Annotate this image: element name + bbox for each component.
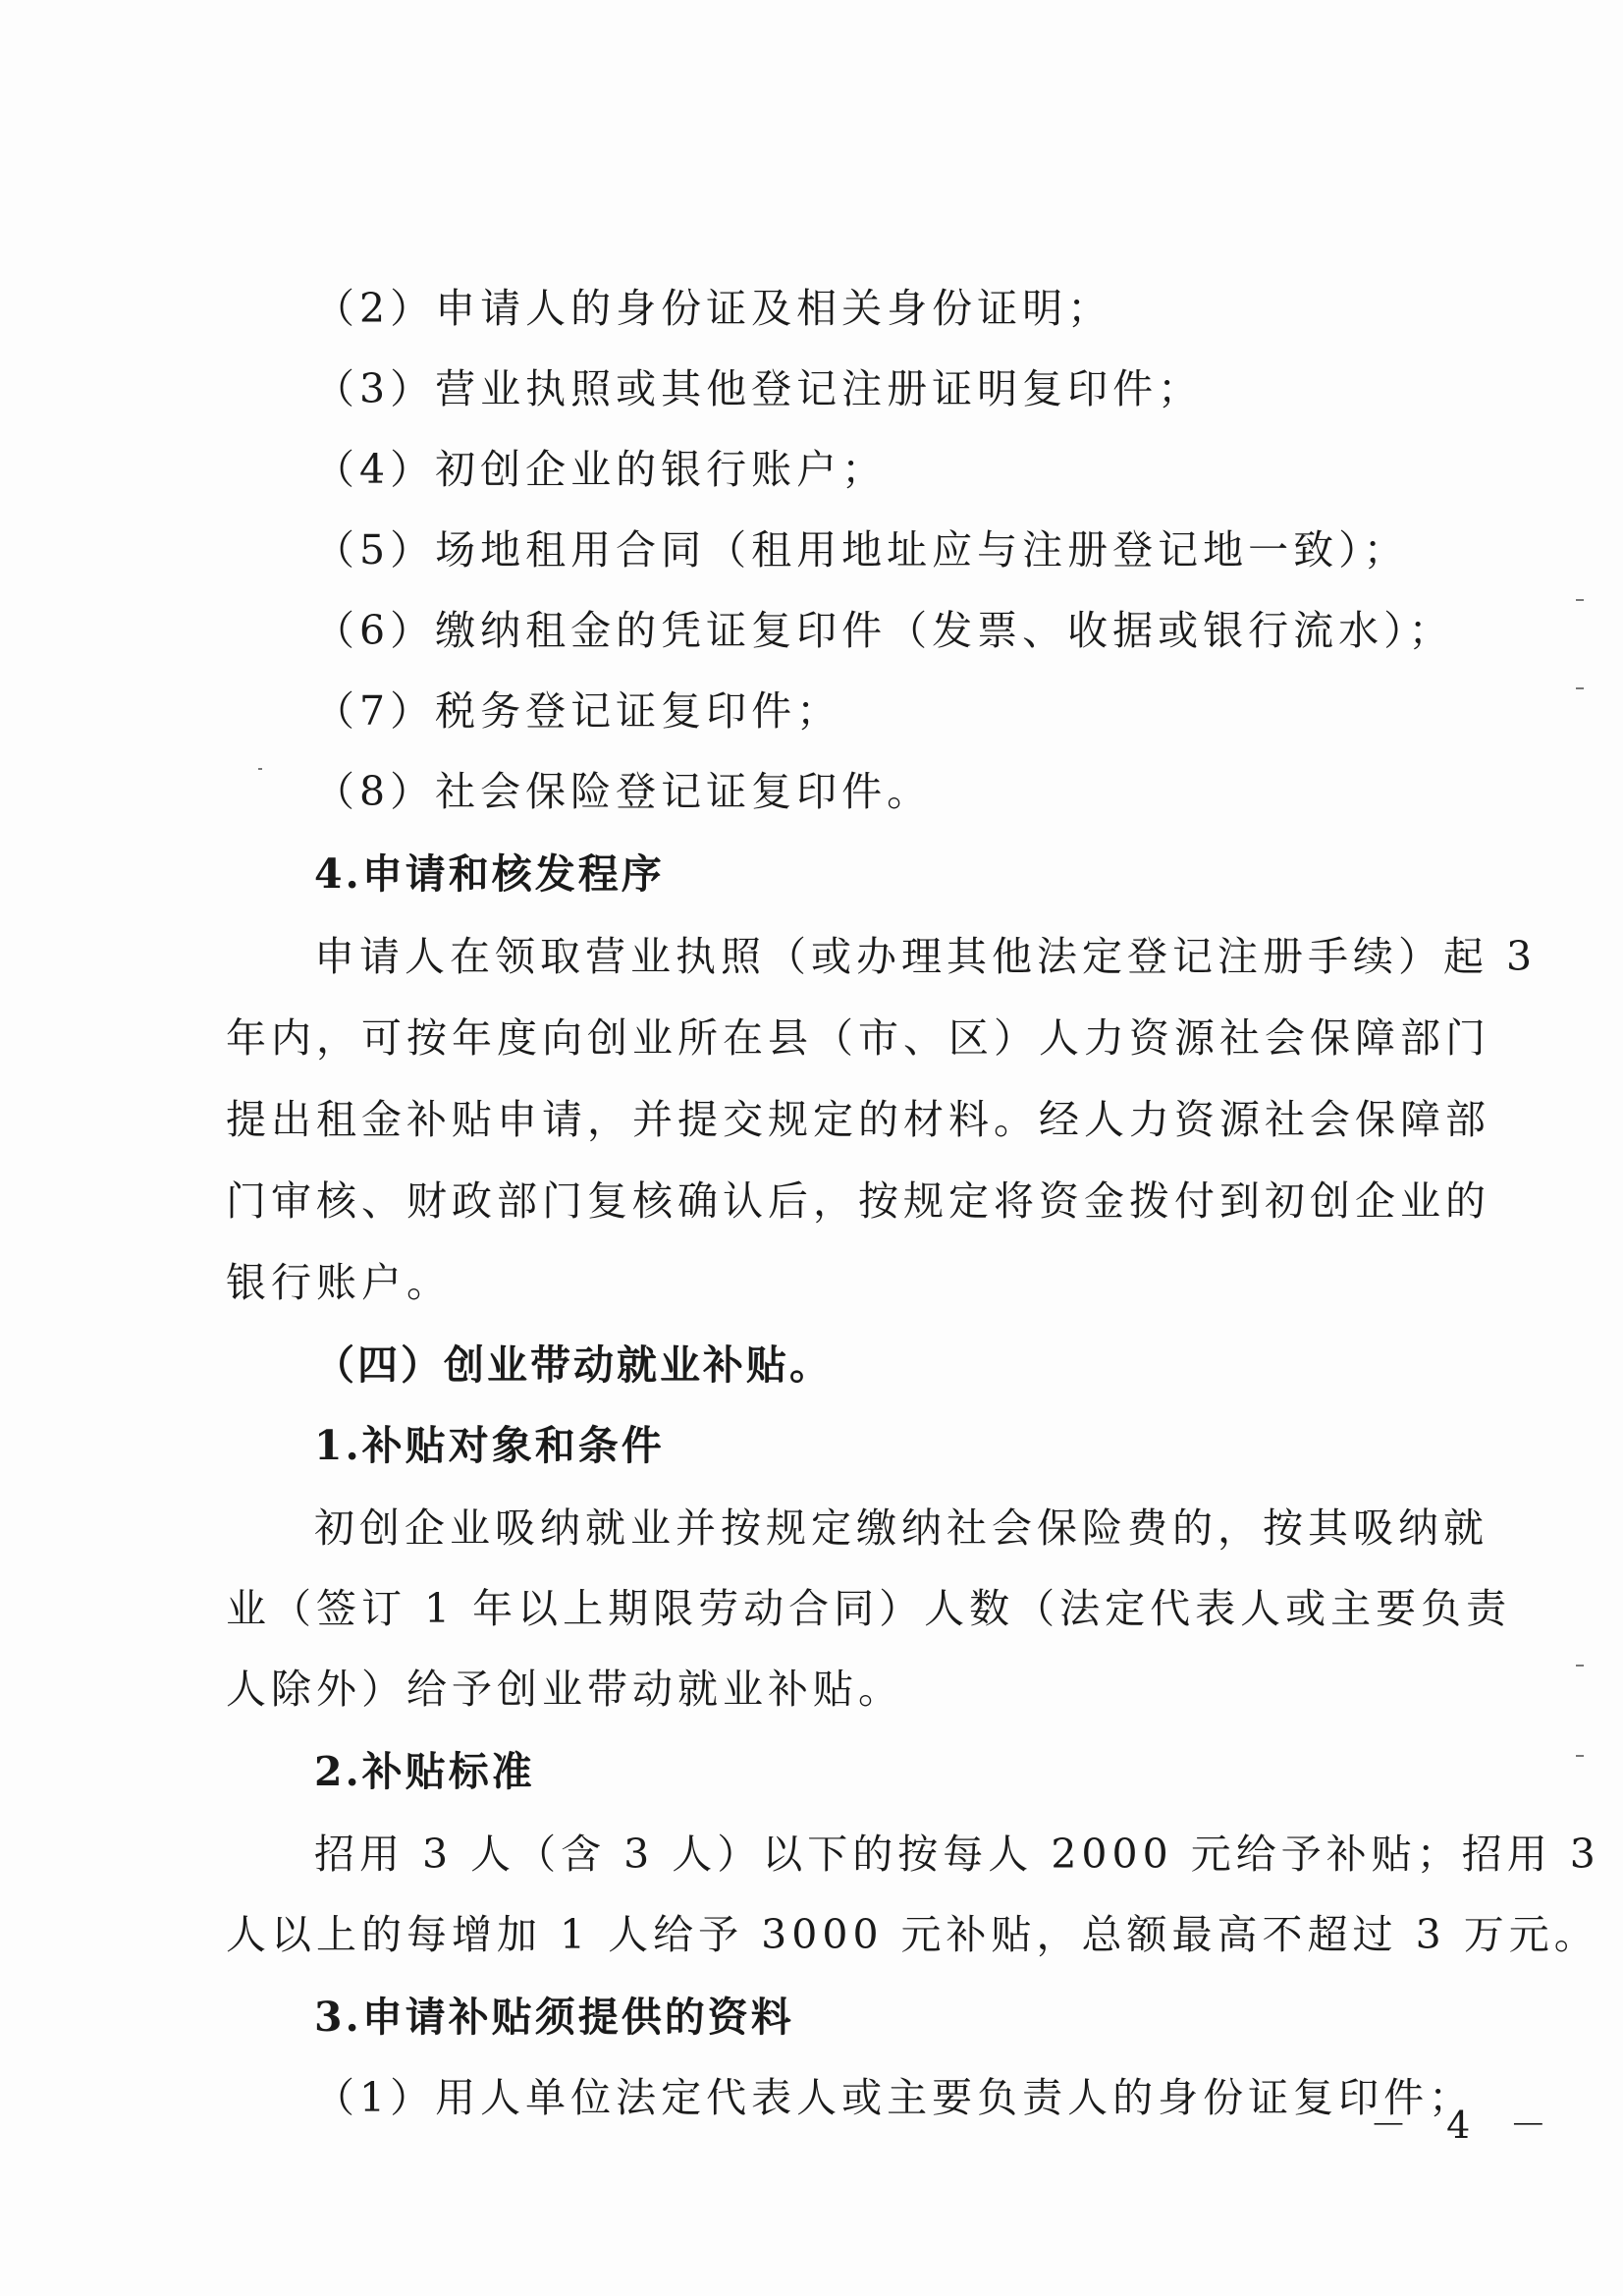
paragraph-line: 业（签订 1 年以上期限劳动合同）人数（法定代表人或主要负责: [226, 1585, 1512, 1632]
paragraph-line: 年内，可按年度向创业所在县（市、区）人力资源社会保障部门: [226, 1014, 1490, 1062]
paragraph-line: 人除外）给予创业带动就业补贴。: [226, 1666, 903, 1713]
paragraph-line: 门审核、财政部门复核确认后，按规定将资金拨付到初创企业的: [226, 1177, 1490, 1225]
page-number: － 4 －: [1370, 2104, 1561, 2147]
scan-mark: [1576, 599, 1584, 601]
section-heading-subsidy: （四）创业带动就业补贴。: [314, 1341, 833, 1389]
scan-mark: [1576, 1755, 1584, 1757]
paragraph-line: 人以上的每增加 1 人给予 3000 元补贴，总额最高不超过 3 万元。: [226, 1911, 1599, 1958]
list-item-7: （7）税务登记证复印件；: [314, 687, 842, 735]
paragraph-line: 申请人在领取营业执照（或办理其他法定登记注册手续）起 3: [314, 933, 1538, 980]
list-item-1: （1）用人单位法定代表人或主要负责人的身份证复印件；: [314, 2074, 1475, 2121]
list-item-2: （2）申请人的身份证及相关身份证明；: [314, 285, 1113, 332]
subsection-heading-target: 1.补贴对象和条件: [314, 1422, 665, 1469]
scan-mark: [258, 768, 262, 770]
scan-mark: [1576, 1665, 1584, 1667]
paragraph-line: 初创企业吸纳就业并按规定缴纳社会保险费的，按其吸纳就: [314, 1504, 1488, 1552]
list-item-4: （4）初创企业的银行账户；: [314, 446, 888, 493]
paragraph-line: 银行账户。: [226, 1259, 452, 1306]
scan-mark: [1576, 687, 1584, 689]
paragraph-line: 招用 3 人（含 3 人）以下的按每人 2000 元给予补贴；招用 3: [314, 1831, 1600, 1878]
list-item-5: （5）场地租用合同（租用地址应与注册登记地一致）；: [314, 526, 1409, 574]
subsection-heading-materials: 3.申请补贴须提供的资料: [314, 1994, 794, 2041]
subsection-heading-standard: 2.补贴标准: [314, 1748, 535, 1795]
list-item-3: （3）营业执照或其他登记注册证明复印件；: [314, 365, 1204, 412]
list-item-8: （8）社会保险登记证复印件。: [314, 768, 933, 815]
paragraph-line: 提出租金补贴申请，并提交规定的材料。经人力资源社会保障部: [226, 1096, 1490, 1143]
section-heading-application-procedure: 4.申请和核发程序: [314, 850, 665, 898]
list-item-6: （6）缴纳租金的凭证复印件（发票、收据或银行流水）；: [314, 607, 1454, 654]
